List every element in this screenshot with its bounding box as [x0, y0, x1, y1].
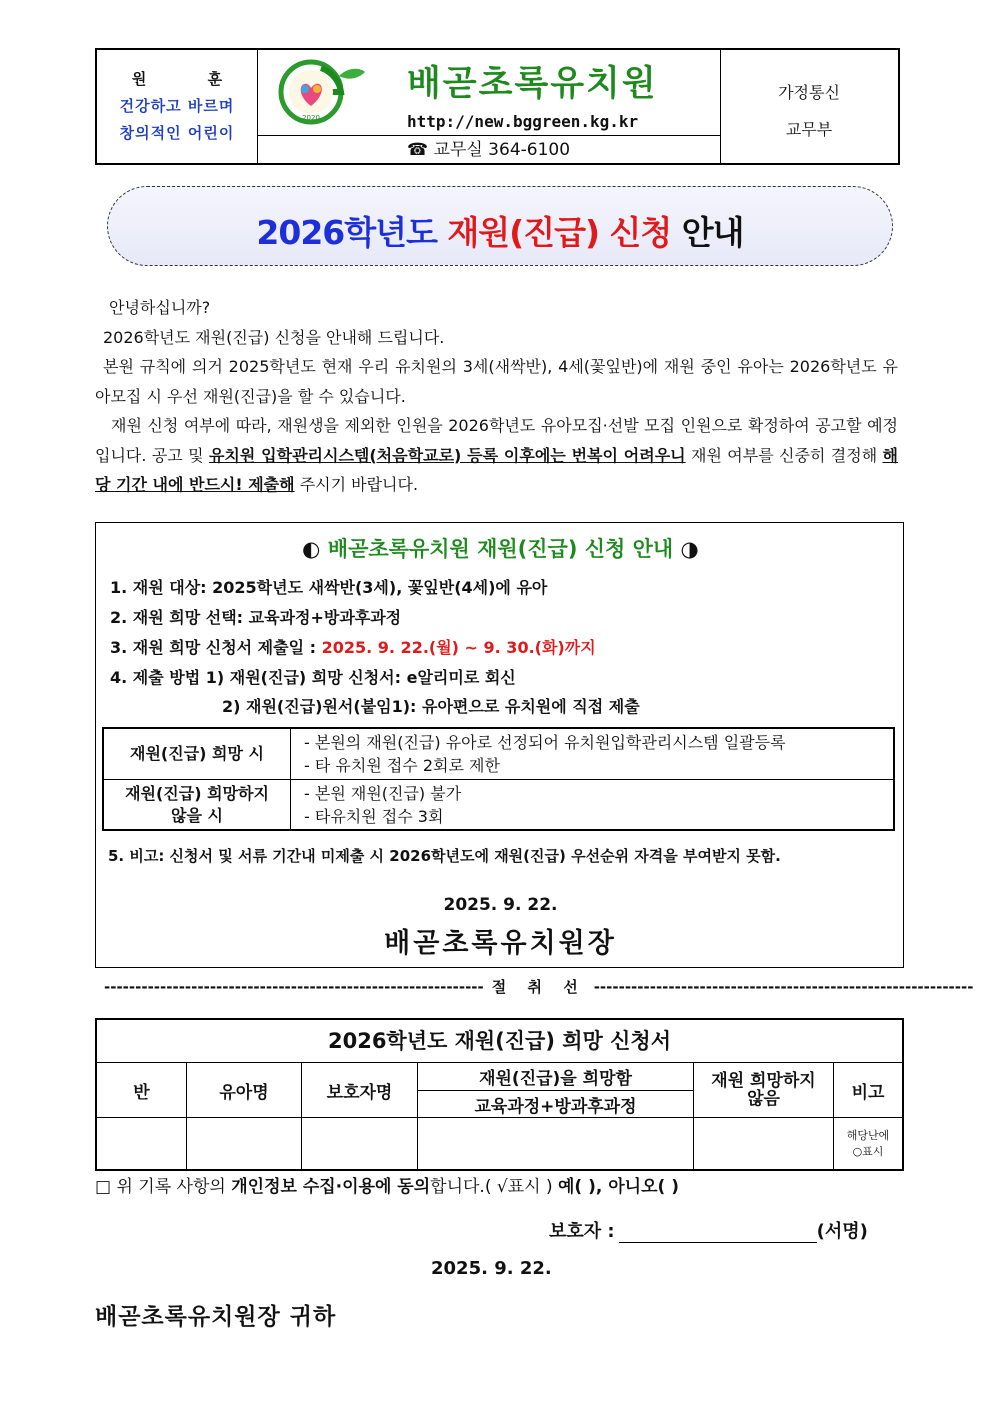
title-year: 2026학년도	[256, 213, 448, 252]
intro-paragraph-3: 재원 신청 여부에 따라, 재원생을 제외한 인원을 2026학년도 유아모집·선발 모집 인원으로 확정하여 공고할 예정입니다. 공고 및 유치원 입학관리시스템(처음학교로) 등록 이후에는 번복이 어려우니 재원 여부를 신중히 결정해 해당 기간 내에 반드시! 제출해 주시기 바랍니다.	[95, 416, 898, 494]
addressee: 배곧초록유치원장 귀하	[95, 1304, 337, 1330]
col-class: 반	[97, 1063, 187, 1118]
half-circle-left-icon: ◐	[302, 537, 321, 561]
half-circle-right-icon: ◑	[680, 537, 699, 561]
kindergarten-logo	[269, 58, 369, 126]
website-url[interactable]: http://new.bggreen.kg.kr	[407, 112, 639, 131]
guardian-signature-field[interactable]	[619, 1224, 817, 1243]
logo-year: 2020	[302, 114, 320, 122]
consent-yes-no[interactable]: 예( ), 아니오( )	[557, 1177, 679, 1197]
note-cell: 해당난에 ○표시	[846, 1128, 890, 1158]
intro-paragraph-2: 본원 규칙에 의거 2025학년도 현재 우리 유치원의 3세(새싹반), 4세(꽃잎반)에 재원 중인 유아는 2026학년도 유아모집 시 우선 재원(진급)을 할 수 있습니다.	[95, 357, 898, 406]
title-highlight: 재원(진급) 신청	[447, 213, 672, 252]
intro-text	[95, 293, 898, 500]
greeting: 안녕하십니까?	[109, 298, 211, 317]
input-wish[interactable]	[418, 1118, 694, 1169]
cut-line-label: 절 취 선	[491, 978, 586, 996]
form-date: 2025. 9. 22.	[431, 1258, 552, 1279]
notice-item-5: 5. 비고: 신청서 및 서류 기간내 미제출 시 2026학년도에 재원(진급) 우선순위 자격을 부여받지 못함.	[108, 847, 781, 865]
input-no-wish[interactable]	[694, 1118, 834, 1169]
header-table	[95, 48, 900, 165]
motto-line-1: 건강하고 바르며	[119, 97, 235, 115]
input-class[interactable]	[97, 1118, 187, 1169]
doc-type-cell	[720, 50, 898, 163]
input-guardian-name[interactable]	[302, 1118, 418, 1169]
input-child-name[interactable]	[187, 1118, 302, 1169]
motto-title: 원 훈	[131, 70, 251, 88]
kindergarten-name: 배곧초록유치원	[407, 64, 658, 104]
principal-signature: 배곧초록유치원장	[384, 928, 617, 959]
deadline-warning: 해당 기간 내에 반드시! 제출해	[95, 445, 898, 494]
notice-item-4: 4. 제출 방법 1) 재원(진급) 희망 신청서: e알리미로 회신	[110, 668, 516, 687]
notice-item-4-sub: 2) 재원(진급)원서(붙임1): 유아편으로 유치원에 직접 제출	[222, 697, 640, 716]
result-row-no	[104, 780, 893, 829]
intro-paragraph-1: 2026학년도 재원(진급) 신청을 안내해 드립니다.	[103, 327, 445, 347]
form-title: 2026학년도 재원(진급) 희망 신청서	[97, 1020, 902, 1063]
result-table	[102, 727, 895, 831]
submission-period: 2025. 9. 22.(월) ~ 9. 30.(화)까지	[321, 638, 596, 657]
phone-number: ☎ 교무실 364-6100	[257, 135, 720, 164]
notice-item-3: 3. 재원 희망 신청서 제출일 : 2025. 9. 22.(월) ~ 9. 30.(화)까지	[110, 638, 596, 657]
application-form	[95, 1018, 904, 1171]
doc-type: 가정통신	[778, 83, 840, 102]
col-no-wish: 재원 희망하지 않음	[694, 1063, 834, 1118]
col-child-name: 유아명	[187, 1063, 302, 1118]
title-suffix: 안내	[671, 213, 744, 252]
col-wish-sub: 교육과정+방과후과정	[418, 1091, 694, 1118]
notice-title: ◐ 배곧초록유치원 재원(진급) 신청 안내 ◑	[302, 537, 699, 561]
motto-cell	[97, 50, 258, 163]
privacy-consent: □ 위 기록 사항의 개인정보 수집·이용에 동의합니다.( √표시 ) 예( ), 아니오( )	[95, 1177, 679, 1197]
department: 교무부	[785, 120, 833, 139]
page-title	[108, 207, 892, 254]
cut-line: ------------------------------------------------------------- 절 취 선 -------------------------------------------------------------	[104, 978, 974, 996]
result-row-yes	[104, 729, 893, 780]
title-banner	[107, 186, 893, 266]
guardian-signature-line: 보호자 : (서명)	[549, 1221, 868, 1242]
result-key-yes: 재원(진급) 희망 시	[104, 729, 291, 779]
motto-line-2: 창의적인 어린이	[119, 124, 235, 142]
notice-date: 2025. 9. 22.	[443, 895, 558, 915]
school-info-cell	[257, 50, 721, 163]
notice-item-1: 1. 재원 대상: 2025학년도 새싹반(3세), 꽃잎반(4세)에 유아	[110, 578, 548, 597]
result-value-no: - 본원 재원(진급) 불가 - 타유치원 접수 3회	[304, 784, 462, 826]
col-note: 비고	[834, 1063, 902, 1118]
consent-checkbox[interactable]: □	[95, 1177, 112, 1197]
notice-item-2: 2. 재원 희망 선택: 교육과정+방과후과정	[110, 608, 402, 627]
col-wish: 재원(진급)을 희망함	[418, 1063, 694, 1091]
system-warning: 유치원 입학관리시스템(처음학교로) 등록 이후에는 번복이 어려우니	[208, 445, 686, 465]
notice-box	[95, 522, 904, 968]
result-key-no: 재원(진급) 희망하지 않을 시	[104, 780, 291, 829]
result-value-yes: - 본원의 재원(진급) 유아로 선정되어 유치원입학관리시스템 일괄등록 - 타 유치원 접수 2회로 제한	[304, 733, 786, 775]
col-guardian-name: 보호자명	[302, 1063, 418, 1118]
